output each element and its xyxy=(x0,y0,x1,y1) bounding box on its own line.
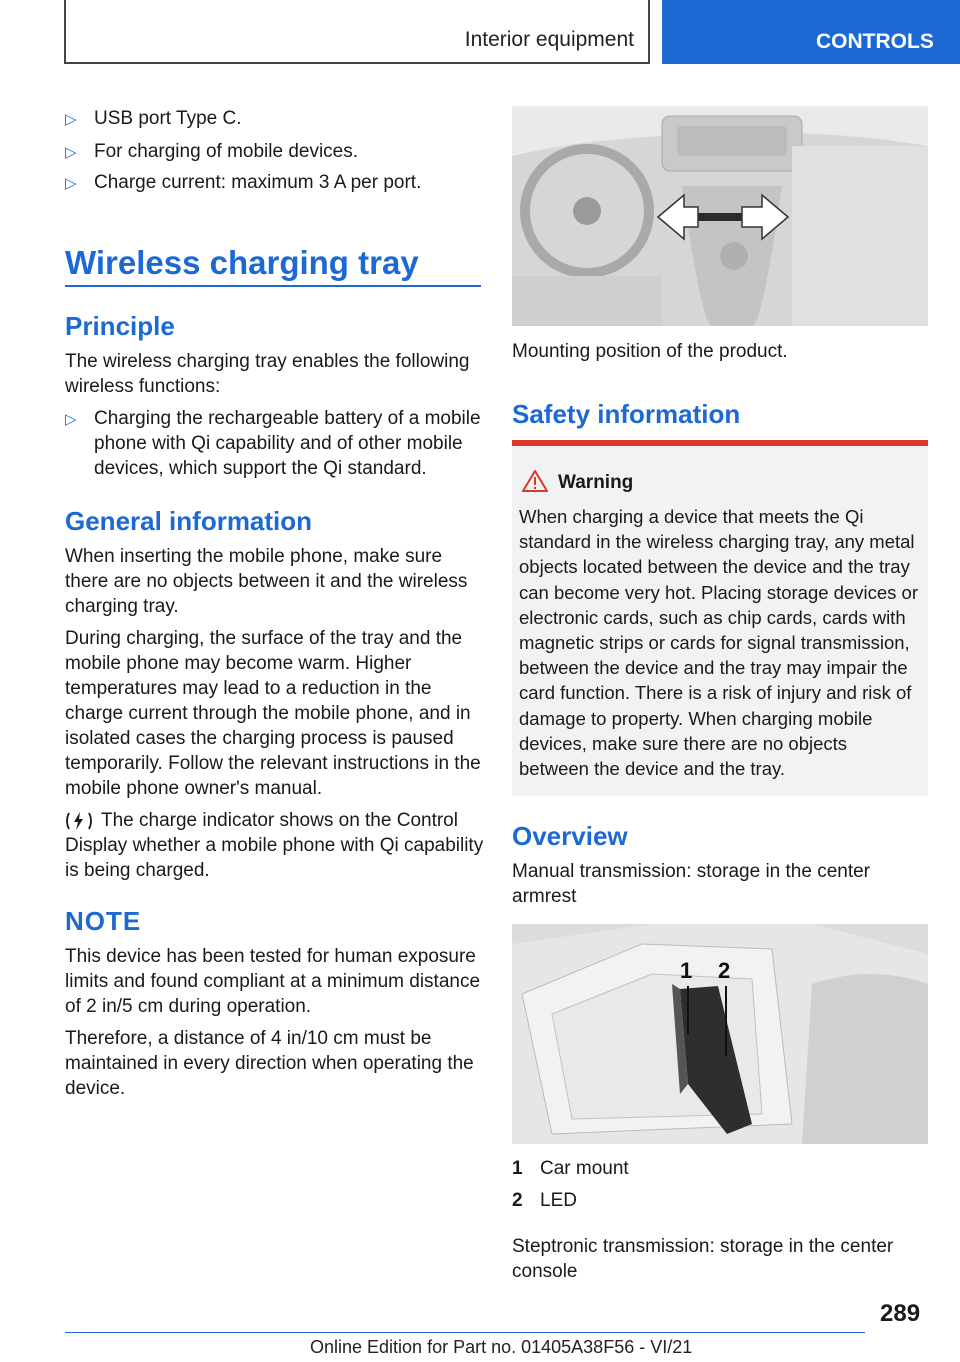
general-paragraph-1: When inserting the mobile phone, make sure there are no objects between it and the wireless charging tray. xyxy=(65,546,468,617)
header-section-label: Interior equipment xyxy=(464,28,634,51)
section-title: Wireless charging tray xyxy=(65,244,419,281)
charge-indicator-icon xyxy=(65,810,93,832)
note-paragraph-1: This device has been tested for human exposure limits and found compliant at a minimum distance of 2 in/5 cm during operation. xyxy=(65,946,481,1017)
legend-item-2: 2 LED xyxy=(512,1190,577,1211)
callout-2-leader xyxy=(725,986,727,1056)
warning-title: Warning xyxy=(558,472,634,493)
overview-steptronic-text: Steptronic transmission: storage in the center console xyxy=(512,1236,894,1282)
triangle-bullet-icon: ▷ xyxy=(65,175,77,192)
header-chapter-tab xyxy=(662,0,960,64)
general-paragraph-3: The charge indicator shows on the Control Display whether a mobile phone with Qi capability is being charged. xyxy=(65,810,484,881)
header-section-tab xyxy=(64,0,650,64)
triangle-bullet-icon: ▷ xyxy=(65,111,77,128)
page-number: 289 xyxy=(880,1300,921,1327)
cockpit-illustration xyxy=(512,106,928,326)
footer-edition: Online Edition for Part no. 01405A38F56 - VI/21 xyxy=(310,1337,693,1357)
callout-2: 2 xyxy=(718,958,731,983)
triangle-bullet-icon: ▷ xyxy=(65,411,77,428)
overview-manual-text: Manual transmission: storage in the center armrest xyxy=(512,861,871,907)
warning-box xyxy=(512,440,928,796)
note-heading: NOTE xyxy=(65,906,142,936)
warning-triangle-icon xyxy=(522,470,548,492)
note-paragraph-2: Therefore, a distance of 4 in/10 cm must be maintained in every direction when operating the device. xyxy=(65,1028,474,1099)
mount-caption: Mounting position of the product. xyxy=(512,341,788,362)
general-heading: General information xyxy=(65,506,313,536)
section-title-rule xyxy=(65,285,481,287)
triangle-bullet-icon: ▷ xyxy=(65,144,77,161)
safety-heading: Safety information xyxy=(512,399,741,429)
overview-heading: Overview xyxy=(512,821,628,851)
callout-1-leader xyxy=(687,986,689,1034)
warning-text: When charging a device that meets the Qi standard in the wireless charging tray, any metal objects located between the device and the tray can become very hot. Placing storage devices or electronic cards, such as chip cards, cards with magnetic strips or cards for signal transmission, between the device and the tray may impair the card function. There is a risk of injury and risk of damage to property. When charging mobile devices, make sure there are no objects between the device and the tray. xyxy=(519,506,918,780)
general-paragraph-2: During charging, the surface of the tray and the mobile phone may become warm. Higher temperatures may lead to a reduction in the charge current through the mobile phone, and in isolated cases the charging process is paused temporarily. Follow the relevant instructions in the mobile phone owner's manual. xyxy=(65,628,481,799)
principle-text: The wireless charging tray enables the following wireless functions: xyxy=(65,351,470,397)
armrest-illustration xyxy=(512,924,928,1144)
legend-item-1: 1 Car mount xyxy=(512,1158,629,1179)
header-chapter-label: CONTROLS xyxy=(816,30,934,53)
principle-heading: Principle xyxy=(65,311,175,341)
armrest-storage-photo xyxy=(512,924,928,1144)
footer-rule xyxy=(65,1332,865,1333)
mounting-position-photo xyxy=(512,106,928,326)
callout-1: 1 xyxy=(680,958,693,983)
